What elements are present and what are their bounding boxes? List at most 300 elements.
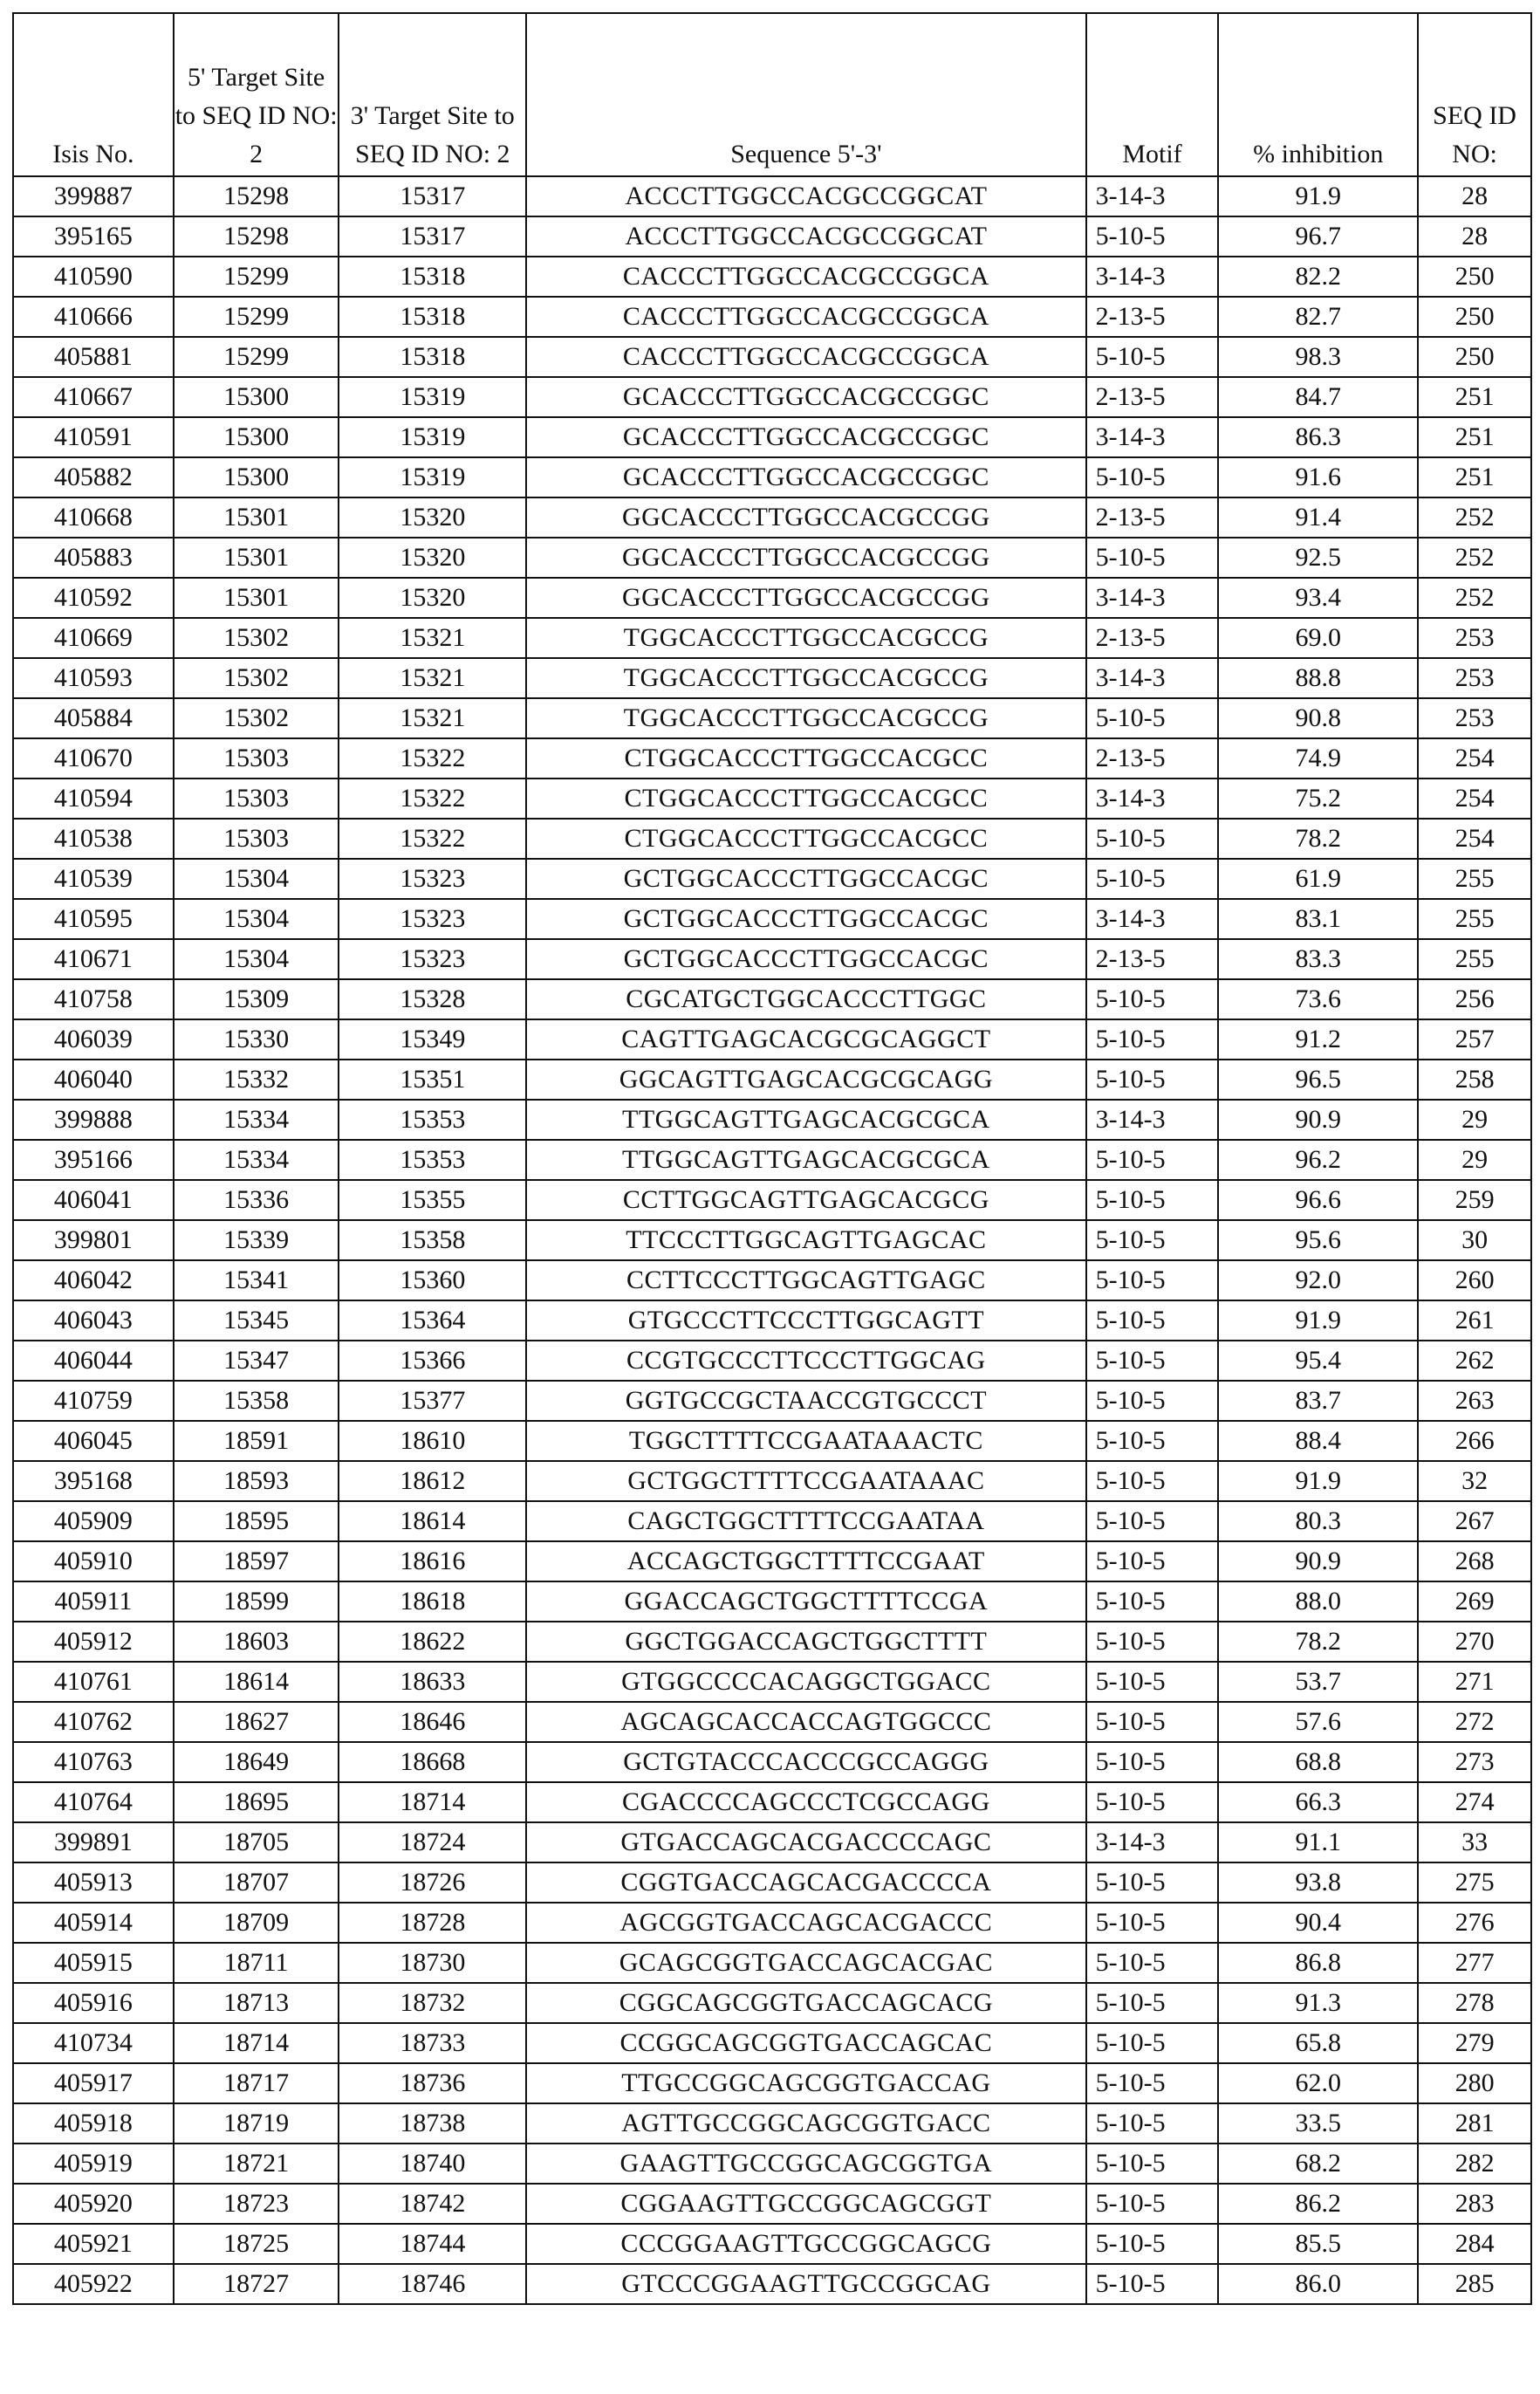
table-row	[13, 1903, 1531, 1943]
cell-isis-no: 406045	[13, 1421, 174, 1461]
table-body	[13, 176, 1531, 2304]
cell-inhibition: 57.6	[1218, 1702, 1418, 1742]
cell-three-prime-site: 15319	[339, 417, 526, 457]
cell-five-prime-site: 15336	[174, 1180, 339, 1220]
cell-sequence: CACCCTTGGCCACGCCGGCA	[526, 297, 1085, 337]
cell-five-prime-site: 18727	[174, 2264, 339, 2304]
cell-isis-no: 410593	[13, 658, 174, 698]
cell-isis-no: 410590	[13, 257, 174, 297]
cell-isis-no: 399888	[13, 1100, 174, 1140]
cell-motif: 2-13-5	[1086, 297, 1219, 337]
table-row	[13, 377, 1531, 417]
cell-three-prime-site: 18622	[339, 1622, 526, 1662]
cell-isis-no: 410761	[13, 1662, 174, 1702]
table-row	[13, 1782, 1531, 1822]
cell-motif: 5-10-5	[1086, 2063, 1219, 2103]
cell-sequence: GAAGTTGCCGGCAGCGGTGA	[526, 2144, 1085, 2184]
cell-sequence: TGGCACCCTTGGCCACGCCG	[526, 658, 1085, 698]
cell-five-prime-site: 18614	[174, 1662, 339, 1702]
table-row	[13, 2103, 1531, 2144]
table-row	[13, 1702, 1531, 1742]
cell-isis-no: 405882	[13, 457, 174, 497]
cell-sequence: CCGTGCCCTTCCCTTGGCAG	[526, 1341, 1085, 1381]
cell-seq-id: 33	[1418, 1822, 1531, 1862]
cell-inhibition: 95.6	[1218, 1220, 1418, 1260]
cell-inhibition: 85.5	[1218, 2224, 1418, 2264]
cell-motif: 5-10-5	[1086, 2224, 1219, 2264]
cell-motif: 5-10-5	[1086, 1581, 1219, 1622]
cell-sequence: GGCACCCTTGGCCACGCCGG	[526, 497, 1085, 538]
table-row	[13, 738, 1531, 779]
cell-isis-no: 405919	[13, 2144, 174, 2184]
cell-sequence: CCTTCCCTTGGCAGTTGAGC	[526, 1260, 1085, 1300]
cell-sequence: TGGCACCCTTGGCCACGCCG	[526, 698, 1085, 738]
cell-sequence: CGGCAGCGGTGACCAGCACG	[526, 1983, 1085, 2023]
cell-isis-no: 410670	[13, 738, 174, 779]
table-row	[13, 2063, 1531, 2103]
cell-isis-no: 410669	[13, 618, 174, 658]
data-table	[12, 12, 1532, 2305]
cell-five-prime-site: 15304	[174, 859, 339, 899]
cell-sequence: AGCGGTGACCAGCACGACCC	[526, 1903, 1085, 1943]
table-row	[13, 1381, 1531, 1421]
cell-sequence: GCTGTACCCACCCGCCAGGG	[526, 1742, 1085, 1782]
cell-five-prime-site: 15302	[174, 698, 339, 738]
cell-seq-id: 254	[1418, 779, 1531, 819]
cell-inhibition: 90.8	[1218, 698, 1418, 738]
cell-three-prime-site: 15318	[339, 337, 526, 377]
cell-motif: 5-10-5	[1086, 1541, 1219, 1581]
cell-three-prime-site: 15317	[339, 176, 526, 216]
cell-sequence: CCTTGGCAGTTGAGCACGCG	[526, 1180, 1085, 1220]
cell-seq-id: 268	[1418, 1541, 1531, 1581]
header-sequence: Sequence 5'-3'	[526, 13, 1085, 176]
cell-five-prime-site: 15301	[174, 497, 339, 538]
cell-seq-id: 267	[1418, 1501, 1531, 1541]
cell-motif: 5-10-5	[1086, 1622, 1219, 1662]
cell-inhibition: 90.9	[1218, 1100, 1418, 1140]
cell-isis-no: 406043	[13, 1300, 174, 1341]
cell-sequence: GCACCCTTGGCCACGCCGGC	[526, 377, 1085, 417]
cell-three-prime-site: 18726	[339, 1862, 526, 1903]
cell-sequence: GTGACCAGCACGACCCCAGC	[526, 1822, 1085, 1862]
cell-motif: 3-14-3	[1086, 1822, 1219, 1862]
cell-three-prime-site: 15364	[339, 1300, 526, 1341]
cell-sequence: CTGGCACCCTTGGCCACGCC	[526, 738, 1085, 779]
cell-seq-id: 252	[1418, 497, 1531, 538]
cell-seq-id: 256	[1418, 979, 1531, 1019]
cell-seq-id: 257	[1418, 1019, 1531, 1060]
table-row	[13, 1060, 1531, 1100]
cell-sequence: GCACCCTTGGCCACGCCGGC	[526, 457, 1085, 497]
cell-motif: 5-10-5	[1086, 538, 1219, 578]
cell-sequence: AGTTGCCGGCAGCGGTGACC	[526, 2103, 1085, 2144]
cell-isis-no: 405913	[13, 1862, 174, 1903]
cell-seq-id: 252	[1418, 578, 1531, 618]
cell-isis-no: 410668	[13, 497, 174, 538]
table-row	[13, 497, 1531, 538]
cell-motif: 5-10-5	[1086, 1501, 1219, 1541]
cell-three-prime-site: 15351	[339, 1060, 526, 1100]
cell-isis-no: 405916	[13, 1983, 174, 2023]
cell-seq-id: 250	[1418, 297, 1531, 337]
cell-inhibition: 91.4	[1218, 497, 1418, 538]
cell-inhibition: 91.6	[1218, 457, 1418, 497]
cell-sequence: GTGCCCTTCCCTTGGCAGTT	[526, 1300, 1085, 1341]
cell-motif: 5-10-5	[1086, 1782, 1219, 1822]
cell-five-prime-site: 18725	[174, 2224, 339, 2264]
cell-three-prime-site: 18744	[339, 2224, 526, 2264]
cell-motif: 3-14-3	[1086, 176, 1219, 216]
table-row	[13, 1100, 1531, 1140]
cell-sequence: ACCCTTGGCCACGCCGGCAT	[526, 176, 1085, 216]
cell-seq-id: 251	[1418, 457, 1531, 497]
cell-sequence: CTGGCACCCTTGGCCACGCC	[526, 779, 1085, 819]
cell-inhibition: 90.9	[1218, 1541, 1418, 1581]
cell-three-prime-site: 15349	[339, 1019, 526, 1060]
cell-three-prime-site: 18646	[339, 1702, 526, 1742]
cell-motif: 5-10-5	[1086, 2264, 1219, 2304]
cell-five-prime-site: 15309	[174, 979, 339, 1019]
cell-motif: 5-10-5	[1086, 1662, 1219, 1702]
cell-isis-no: 410759	[13, 1381, 174, 1421]
table-row	[13, 618, 1531, 658]
cell-seq-id: 271	[1418, 1662, 1531, 1702]
cell-seq-id: 30	[1418, 1220, 1531, 1260]
table-row	[13, 297, 1531, 337]
cell-isis-no: 405911	[13, 1581, 174, 1622]
cell-sequence: CGCATGCTGGCACCCTTGGC	[526, 979, 1085, 1019]
cell-sequence: GCTGGCTTTTCCGAATAAAC	[526, 1461, 1085, 1501]
cell-three-prime-site: 18724	[339, 1822, 526, 1862]
cell-sequence: GGACCAGCTGGCTTTTCCGA	[526, 1581, 1085, 1622]
cell-three-prime-site: 15353	[339, 1140, 526, 1180]
cell-sequence: CAGCTGGCTTTTCCGAATAA	[526, 1501, 1085, 1541]
cell-three-prime-site: 15319	[339, 377, 526, 417]
cell-five-prime-site: 18591	[174, 1421, 339, 1461]
cell-isis-no: 405914	[13, 1903, 174, 1943]
cell-inhibition: 83.7	[1218, 1381, 1418, 1421]
cell-isis-no: 395168	[13, 1461, 174, 1501]
cell-seq-id: 273	[1418, 1742, 1531, 1782]
cell-five-prime-site: 15299	[174, 257, 339, 297]
cell-inhibition: 96.5	[1218, 1060, 1418, 1100]
table-row	[13, 859, 1531, 899]
cell-motif: 5-10-5	[1086, 1983, 1219, 2023]
table-row	[13, 1581, 1531, 1622]
cell-three-prime-site: 15355	[339, 1180, 526, 1220]
cell-three-prime-site: 18746	[339, 2264, 526, 2304]
cell-isis-no: 406039	[13, 1019, 174, 1060]
cell-motif: 3-14-3	[1086, 417, 1219, 457]
cell-five-prime-site: 15302	[174, 658, 339, 698]
cell-isis-no: 405909	[13, 1501, 174, 1541]
table-row	[13, 578, 1531, 618]
cell-seq-id: 280	[1418, 2063, 1531, 2103]
cell-inhibition: 61.9	[1218, 859, 1418, 899]
cell-inhibition: 53.7	[1218, 1662, 1418, 1702]
cell-three-prime-site: 18618	[339, 1581, 526, 1622]
table-row	[13, 417, 1531, 457]
cell-inhibition: 68.2	[1218, 2144, 1418, 2184]
cell-motif: 3-14-3	[1086, 578, 1219, 618]
cell-five-prime-site: 18627	[174, 1702, 339, 1742]
table-row	[13, 1180, 1531, 1220]
cell-inhibition: 83.1	[1218, 899, 1418, 939]
cell-three-prime-site: 18738	[339, 2103, 526, 2144]
cell-motif: 3-14-3	[1086, 899, 1219, 939]
cell-five-prime-site: 15304	[174, 939, 339, 979]
table-row	[13, 779, 1531, 819]
cell-inhibition: 78.2	[1218, 819, 1418, 859]
cell-five-prime-site: 15341	[174, 1260, 339, 1300]
cell-seq-id: 259	[1418, 1180, 1531, 1220]
table-row	[13, 1742, 1531, 1782]
cell-inhibition: 84.7	[1218, 377, 1418, 417]
table-row	[13, 1220, 1531, 1260]
cell-sequence: GGCTGGACCAGCTGGCTTTT	[526, 1622, 1085, 1662]
cell-three-prime-site: 15360	[339, 1260, 526, 1300]
cell-inhibition: 91.9	[1218, 1300, 1418, 1341]
cell-motif: 5-10-5	[1086, 2184, 1219, 2224]
cell-five-prime-site: 18707	[174, 1862, 339, 1903]
cell-seq-id: 272	[1418, 1702, 1531, 1742]
cell-sequence: TGGCACCCTTGGCCACGCCG	[526, 618, 1085, 658]
cell-three-prime-site: 15321	[339, 698, 526, 738]
cell-five-prime-site: 15334	[174, 1100, 339, 1140]
cell-sequence: CGACCCCAGCCCTCGCCAGG	[526, 1782, 1085, 1822]
cell-seq-id: 279	[1418, 2023, 1531, 2063]
cell-motif: 2-13-5	[1086, 939, 1219, 979]
cell-inhibition: 98.3	[1218, 337, 1418, 377]
header-inhibition: % inhibition	[1218, 13, 1418, 176]
cell-three-prime-site: 18730	[339, 1943, 526, 1983]
cell-inhibition: 66.3	[1218, 1782, 1418, 1822]
cell-motif: 5-10-5	[1086, 1702, 1219, 1742]
cell-five-prime-site: 15303	[174, 738, 339, 779]
cell-three-prime-site: 15323	[339, 859, 526, 899]
cell-five-prime-site: 15303	[174, 779, 339, 819]
cell-three-prime-site: 18714	[339, 1782, 526, 1822]
cell-sequence: ACCCTTGGCCACGCCGGCAT	[526, 216, 1085, 257]
cell-isis-no: 410763	[13, 1742, 174, 1782]
cell-five-prime-site: 18719	[174, 2103, 339, 2144]
cell-isis-no: 406041	[13, 1180, 174, 1220]
cell-seq-id: 29	[1418, 1100, 1531, 1140]
cell-motif: 5-10-5	[1086, 457, 1219, 497]
cell-five-prime-site: 18711	[174, 1943, 339, 1983]
cell-isis-no: 406044	[13, 1341, 174, 1381]
cell-inhibition: 90.4	[1218, 1903, 1418, 1943]
table-row	[13, 1862, 1531, 1903]
cell-isis-no: 405912	[13, 1622, 174, 1662]
cell-three-prime-site: 15318	[339, 257, 526, 297]
cell-seq-id: 255	[1418, 939, 1531, 979]
table-row	[13, 2144, 1531, 2184]
cell-five-prime-site: 18723	[174, 2184, 339, 2224]
cell-isis-no: 410592	[13, 578, 174, 618]
cell-sequence: CCGGCAGCGGTGACCAGCAC	[526, 2023, 1085, 2063]
cell-seq-id: 251	[1418, 377, 1531, 417]
cell-five-prime-site: 18717	[174, 2063, 339, 2103]
cell-isis-no: 405910	[13, 1541, 174, 1581]
cell-five-prime-site: 18599	[174, 1581, 339, 1622]
cell-three-prime-site: 18736	[339, 2063, 526, 2103]
cell-motif: 5-10-5	[1086, 2144, 1219, 2184]
cell-isis-no: 405915	[13, 1943, 174, 1983]
cell-seq-id: 32	[1418, 1461, 1531, 1501]
cell-motif: 5-10-5	[1086, 337, 1219, 377]
table-row	[13, 2023, 1531, 2063]
cell-three-prime-site: 18633	[339, 1662, 526, 1702]
cell-inhibition: 95.4	[1218, 1341, 1418, 1381]
cell-three-prime-site: 15318	[339, 297, 526, 337]
cell-sequence: CACCCTTGGCCACGCCGGCA	[526, 337, 1085, 377]
cell-sequence: GCAGCGGTGACCAGCACGAC	[526, 1943, 1085, 1983]
cell-inhibition: 82.7	[1218, 297, 1418, 337]
cell-seq-id: 254	[1418, 738, 1531, 779]
cell-five-prime-site: 18721	[174, 2144, 339, 2184]
cell-inhibition: 86.8	[1218, 1943, 1418, 1983]
table-row	[13, 1461, 1531, 1501]
cell-inhibition: 92.0	[1218, 1260, 1418, 1300]
cell-three-prime-site: 18612	[339, 1461, 526, 1501]
header-row	[13, 13, 1531, 176]
cell-sequence: TTGGCAGTTGAGCACGCGCA	[526, 1100, 1085, 1140]
cell-three-prime-site: 15320	[339, 538, 526, 578]
header-isis-no: Isis No.	[13, 13, 174, 176]
cell-seq-id: 276	[1418, 1903, 1531, 1943]
cell-seq-id: 253	[1418, 698, 1531, 738]
cell-isis-no: 399801	[13, 1220, 174, 1260]
cell-five-prime-site: 15298	[174, 176, 339, 216]
cell-seq-id: 283	[1418, 2184, 1531, 2224]
table-row	[13, 979, 1531, 1019]
header-seq-id: SEQ ID NO:	[1418, 13, 1531, 176]
cell-motif: 5-10-5	[1086, 1180, 1219, 1220]
cell-inhibition: 96.7	[1218, 216, 1418, 257]
cell-isis-no: 399891	[13, 1822, 174, 1862]
cell-inhibition: 86.3	[1218, 417, 1418, 457]
cell-isis-no: 399887	[13, 176, 174, 216]
cell-isis-no: 405922	[13, 2264, 174, 2304]
cell-motif: 5-10-5	[1086, 1140, 1219, 1180]
cell-seq-id: 250	[1418, 337, 1531, 377]
cell-sequence: GTCCCGGAAGTTGCCGGCAG	[526, 2264, 1085, 2304]
cell-motif: 2-13-5	[1086, 618, 1219, 658]
cell-three-prime-site: 15317	[339, 216, 526, 257]
cell-sequence: GCACCCTTGGCCACGCCGGC	[526, 417, 1085, 457]
cell-isis-no: 405883	[13, 538, 174, 578]
table-row	[13, 939, 1531, 979]
cell-isis-no: 406040	[13, 1060, 174, 1100]
table-row	[13, 1541, 1531, 1581]
header-3-target-site: 3' Target Site to SEQ ID NO: 2	[339, 13, 526, 176]
table-row	[13, 658, 1531, 698]
cell-seq-id: 266	[1418, 1421, 1531, 1461]
header-5-target-site: 5' Target Site to SEQ ID NO: 2	[174, 13, 339, 176]
table-row	[13, 337, 1531, 377]
cell-sequence: CTGGCACCCTTGGCCACGCC	[526, 819, 1085, 859]
table-row	[13, 819, 1531, 859]
cell-seq-id: 261	[1418, 1300, 1531, 1341]
cell-five-prime-site: 15345	[174, 1300, 339, 1341]
cell-isis-no: 405921	[13, 2224, 174, 2264]
cell-motif: 5-10-5	[1086, 1381, 1219, 1421]
cell-seq-id: 252	[1418, 538, 1531, 578]
cell-inhibition: 75.2	[1218, 779, 1418, 819]
cell-inhibition: 73.6	[1218, 979, 1418, 1019]
cell-inhibition: 88.8	[1218, 658, 1418, 698]
cell-inhibition: 80.3	[1218, 1501, 1418, 1541]
cell-motif: 5-10-5	[1086, 1461, 1219, 1501]
cell-seq-id: 29	[1418, 1140, 1531, 1180]
cell-isis-no: 410758	[13, 979, 174, 1019]
cell-five-prime-site: 15347	[174, 1341, 339, 1381]
cell-five-prime-site: 15358	[174, 1381, 339, 1421]
cell-inhibition: 65.8	[1218, 2023, 1418, 2063]
cell-inhibition: 82.2	[1218, 257, 1418, 297]
cell-five-prime-site: 15304	[174, 899, 339, 939]
cell-motif: 5-10-5	[1086, 859, 1219, 899]
cell-inhibition: 68.8	[1218, 1742, 1418, 1782]
cell-isis-no: 410539	[13, 859, 174, 899]
cell-three-prime-site: 15377	[339, 1381, 526, 1421]
cell-seq-id: 251	[1418, 417, 1531, 457]
cell-seq-id: 253	[1418, 658, 1531, 698]
cell-three-prime-site: 18668	[339, 1742, 526, 1782]
cell-motif: 5-10-5	[1086, 1742, 1219, 1782]
cell-inhibition: 91.9	[1218, 1461, 1418, 1501]
cell-seq-id: 278	[1418, 1983, 1531, 2023]
cell-three-prime-site: 15321	[339, 658, 526, 698]
cell-seq-id: 277	[1418, 1943, 1531, 1983]
cell-seq-id: 285	[1418, 2264, 1531, 2304]
cell-isis-no: 406042	[13, 1260, 174, 1300]
cell-isis-no: 410538	[13, 819, 174, 859]
cell-seq-id: 282	[1418, 2144, 1531, 2184]
cell-five-prime-site: 18597	[174, 1541, 339, 1581]
cell-seq-id: 281	[1418, 2103, 1531, 2144]
cell-motif: 5-10-5	[1086, 1220, 1219, 1260]
cell-motif: 5-10-5	[1086, 1060, 1219, 1100]
cell-isis-no: 410595	[13, 899, 174, 939]
cell-sequence: CGGAAGTTGCCGGCAGCGGT	[526, 2184, 1085, 2224]
cell-three-prime-site: 15322	[339, 819, 526, 859]
cell-motif: 3-14-3	[1086, 779, 1219, 819]
cell-sequence: AGCAGCACCACCAGTGGCCC	[526, 1702, 1085, 1742]
cell-sequence: GGTGCCGCTAACCGTGCCCT	[526, 1381, 1085, 1421]
cell-motif: 3-14-3	[1086, 257, 1219, 297]
cell-inhibition: 91.3	[1218, 1983, 1418, 2023]
cell-motif: 5-10-5	[1086, 1341, 1219, 1381]
cell-seq-id: 255	[1418, 859, 1531, 899]
cell-isis-no: 410594	[13, 779, 174, 819]
cell-motif: 5-10-5	[1086, 1260, 1219, 1300]
cell-five-prime-site: 15300	[174, 417, 339, 457]
cell-sequence: GGCAGTTGAGCACGCGCAGG	[526, 1060, 1085, 1100]
cell-three-prime-site: 18732	[339, 1983, 526, 2023]
cell-three-prime-site: 18614	[339, 1501, 526, 1541]
cell-three-prime-site: 15322	[339, 779, 526, 819]
cell-motif: 2-13-5	[1086, 497, 1219, 538]
cell-inhibition: 91.1	[1218, 1822, 1418, 1862]
cell-seq-id: 250	[1418, 257, 1531, 297]
cell-sequence: ACCAGCTGGCTTTTCCGAAT	[526, 1541, 1085, 1581]
table-row	[13, 538, 1531, 578]
cell-inhibition: 91.2	[1218, 1019, 1418, 1060]
cell-five-prime-site: 15298	[174, 216, 339, 257]
